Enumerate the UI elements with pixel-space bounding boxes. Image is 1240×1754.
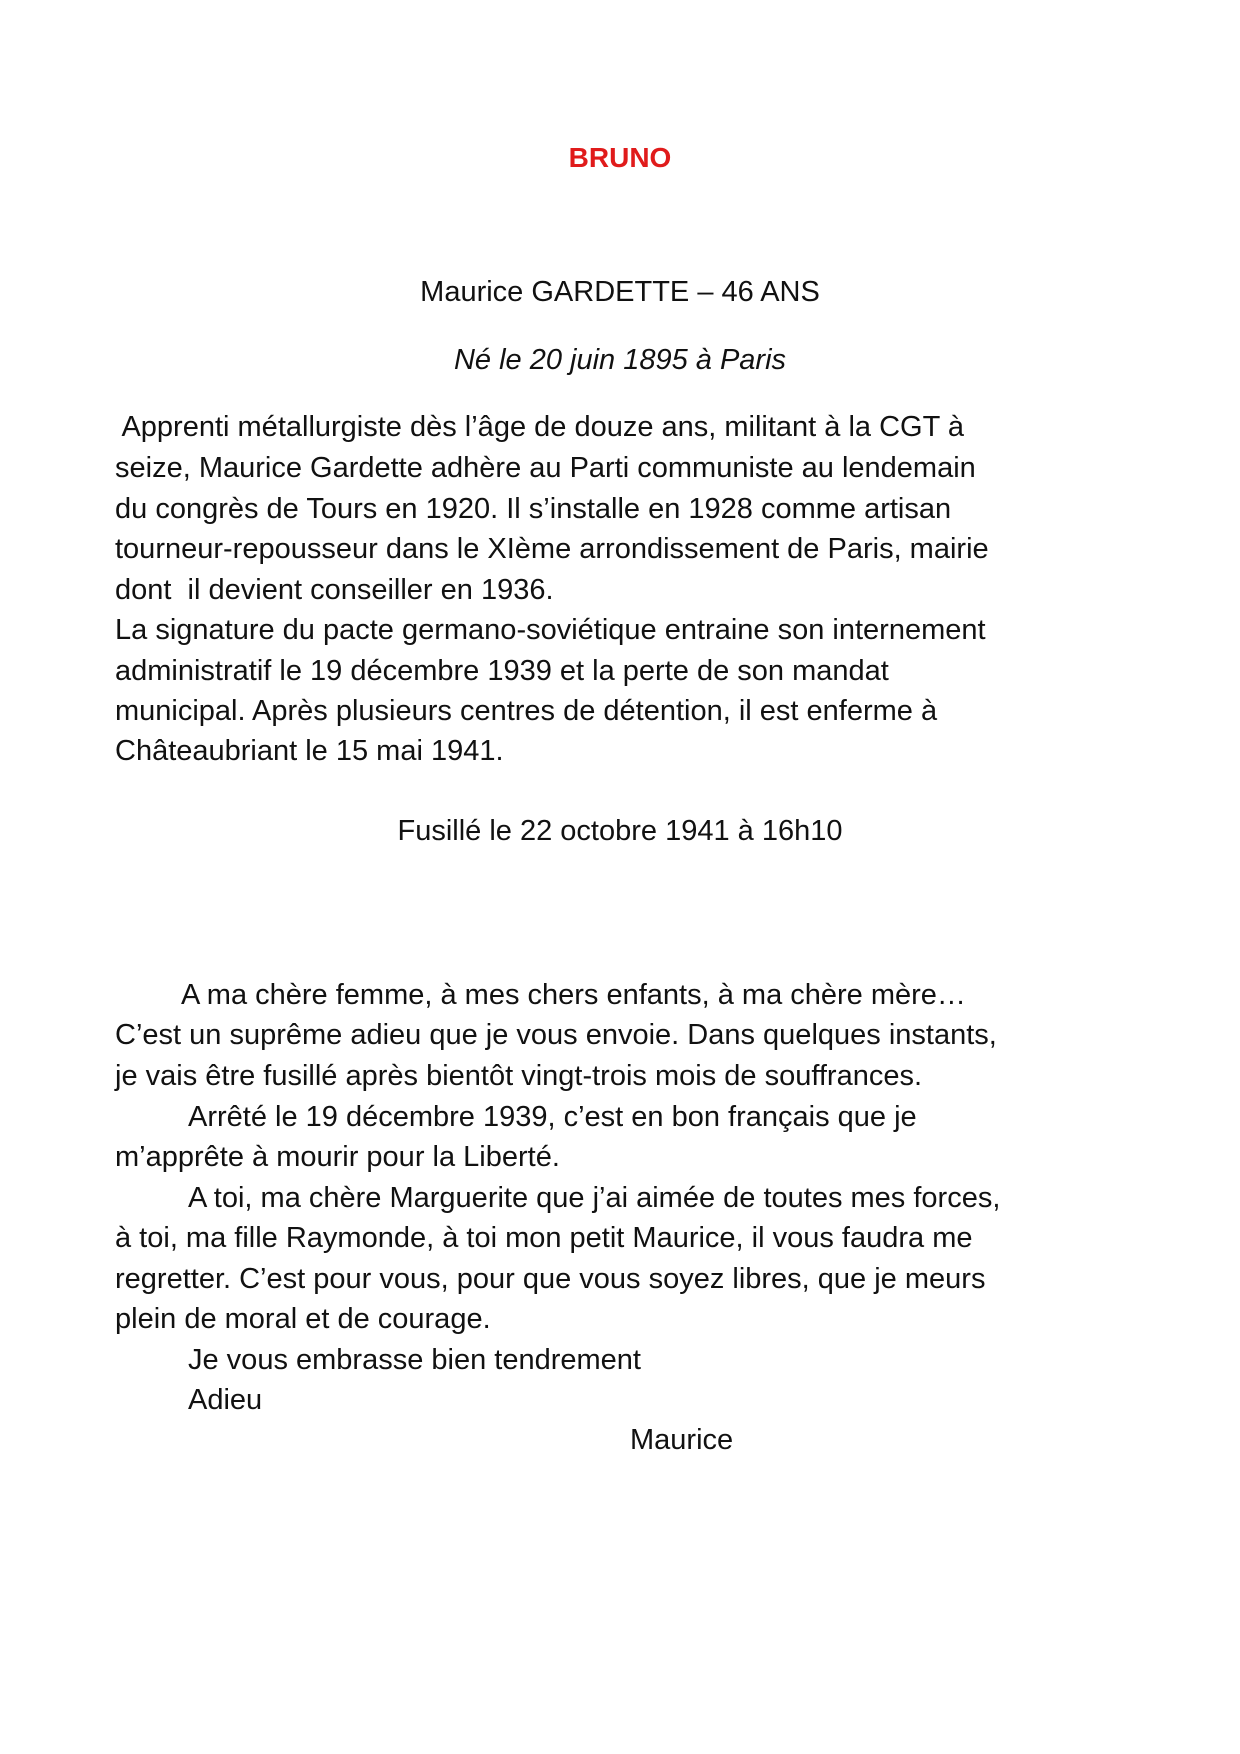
- letter-signature: Maurice: [630, 1424, 734, 1456]
- letter-line: à toi, ma fille Raymonde, à toi mon petit Maurice, il vous faudra me: [115, 1222, 973, 1254]
- letter-line: plein de moral et de courage.: [115, 1303, 491, 1335]
- name-age-heading: Maurice GARDETTE – 46 ANS: [420, 276, 820, 308]
- pseudonym-title: BRUNO: [568, 142, 672, 173]
- biography-line: administratif le 19 décembre 1939 et la perte de son mandat: [115, 655, 889, 687]
- biography-line: municipal. Après plusieurs centres de détention, il est enferme à: [115, 695, 938, 727]
- biography-line: seize, Maurice Gardette adhère au Parti communiste au lendemain: [115, 452, 976, 484]
- letter-line: A ma chère femme, à mes chers enfants, à ma chère mère…: [181, 979, 966, 1011]
- biography-line: du congrès de Tours en 1920. Il s’installe en 1928 comme artisan: [115, 493, 952, 525]
- letter-line: C’est un suprême adieu que je vous envoie. Dans quelques instants,: [115, 1019, 997, 1051]
- letter-adieu: Adieu: [188, 1384, 263, 1416]
- birth-info: Né le 20 juin 1895 à Paris: [453, 344, 787, 376]
- biography-line: La signature du pacte germano-soviétique entraine son internement: [115, 614, 986, 646]
- letter-line: A toi, ma chère Marguerite que j’ai aimée de toutes mes forces,: [188, 1182, 1001, 1214]
- execution-date: Fusillé le 22 octobre 1941 à 16h10: [397, 815, 843, 847]
- letter-line: je vais être fusillé après bientôt vingt-trois mois de souffrances.: [115, 1060, 923, 1092]
- biography-line: Châteaubriant le 15 mai 1941.: [115, 735, 504, 767]
- letter-closing: Je vous embrasse bien tendrement: [188, 1344, 641, 1376]
- biography-line: tourneur-repousseur dans le XIème arrondissement de Paris, mairie: [115, 533, 989, 565]
- letter-line: Arrêté le 19 décembre 1939, c’est en bon français que je: [188, 1101, 917, 1133]
- letter-line: regretter. C’est pour vous, pour que vous soyez libres, que je meurs: [115, 1263, 986, 1295]
- letter-line: m’apprête à mourir pour la Liberté.: [115, 1141, 560, 1173]
- biography-line: Apprenti métallurgiste dès l’âge de douze ans, militant à la CGT à: [115, 411, 964, 443]
- biography-line: dont il devient conseiller en 1936.: [115, 574, 554, 606]
